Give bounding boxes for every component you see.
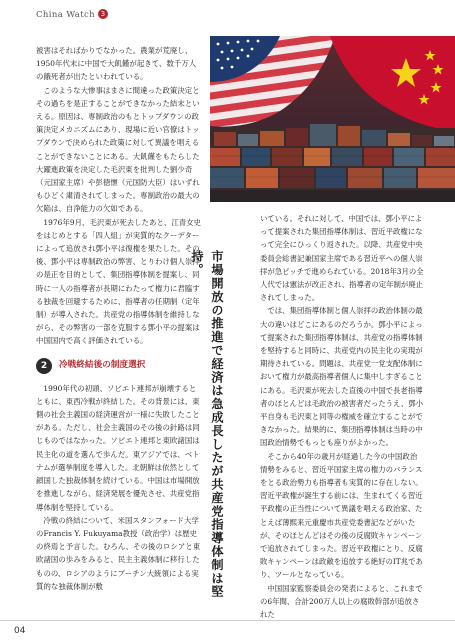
- footer-divider: [0, 620, 455, 621]
- paragraph: 被害はそればかりでなかった。農業が荒廃し、1950年代末に中国で大飢饉が起きて、数千万人の餓死者が出たといわれている。: [36, 46, 197, 82]
- paragraph: そこから40年の歳月が経過した今の中国政治情勢をみると、習近平国家主席の権力のバランスをとる政治勢力も指導者も実質的に存在しない。習近平政権が誕生する前には、生まれてくる習近平政権の正当性について異議を唱える政治家、たとえば薄熙来元重慶市共産党委書記などがいたが、そのほとんどはその後の反腐敗キャンペーンで追放されてしまった。習近平政権にとり、反腐敗キャンペーンは政敵を追放する絶好のIT兆であり、ツールとなっている。: [260, 451, 423, 580]
- left-column: [36, 44, 202, 593]
- paragraph: いている。それに対して、中国では、鄧小平によって提案された集団指導体制は、習近平政権になって完全にひっくり返された。以降、共産党中央委員会総書記兼国家主席である習近平への個人崇拝が急ピッチで進められている。2018年3月の全人代では憲法が改正され、指導者の定年制が廃止されてしまった。: [260, 214, 424, 303]
- header-title-text: China Watch: [36, 10, 96, 20]
- photo-illustration: [210, 36, 455, 202]
- section-title: 冷戦終結後の制度選択: [59, 360, 146, 371]
- vertical-callout: 市場開放の推進で経済は急成長したが共産党指導体制は堅持。: [190, 250, 224, 599]
- header-title: [36, 9, 108, 20]
- section-heading: [36, 358, 202, 374]
- page-number: 04: [14, 626, 26, 636]
- paragraph: 1990年代の初頭、ソビエト連邦が崩壊するとともに、東西冷戦が終結した。その背景には、東側の社会主義国の経済運営が一様に失敗したことがある。ただし、社会主義国のその後の針路は同じものではなかった。ソビエト連邦と東欧諸国は民主化の道を選んで歩んだ。東アジアでは、ベトナムが選挙制度を導入した。北朝鮮は依然として鎖国した独裁体制を続けている。中国は市場開放を推進しながら、経済発展を優先させ、共産党指導体制を堅持している。: [36, 383, 200, 512]
- paragraph: このような大惨事はまさに間違った政策決定とその過ちを是正することができなかった結末といえる。原因は、専制政治のもとトップダウンの政策決定メカニズムにあり、現場に近い官僚はトップダウンで決められた政策に対して異議を唱えることができないことにある。大飢饉をもたらした大躍進政策を決定した毛沢東を批判した劉少奇（元国家主席）や彭徳懐（元国防大臣）はいずれもひどく粛清されてしまった。専制政治の最大の欠陥は、自浄能力の欠如である。: [36, 85, 200, 214]
- page-header: [0, 0, 455, 30]
- paragraph: 1976年9月、毛沢東が死去したあと、江青女史をはじめとする「四人組」が実質的なクーデターによって追放され鄧小平は復権を果たした。その後、鄧小平は専制政治の弊害、とりわけ個人崇拝の是正を目的として、集団指導体制を提案し、同時に一人の指導者が長期にわたって権力に君臨する独裁を回避するために、指導者の任期制（定年制）が導入された。共産党の指導体制を維持しながら、その弊害の一部を克服する鄧小平の提案は中国国内で高く評価されている。: [36, 217, 202, 346]
- shipping-containers: [210, 124, 455, 202]
- flags-over-shipping-containers-photo: [210, 36, 455, 202]
- right-column: [260, 212, 424, 621]
- section-number: 2: [36, 358, 52, 374]
- paragraph: 冷戦の終結について、米国スタンフォード大学のFrancis Y. Fukuyama教授（政治学）は歴史の終焉と予言した。むろん、その後のロシアと東欧諸国の歩みをみると、民主主義体制に移行したものの、ロシアのようにプーチン大統領による実質的な独裁体制が敷: [36, 515, 201, 591]
- header-badge: 3: [98, 9, 108, 19]
- paragraph: 中国国家監察委員会の発表によると、これまでの6年間、合計200万人以上の腐敗幹部が追放された: [260, 583, 423, 620]
- paragraph: では、集団指導体制と個人崇拝の政治体制の最大の違いはどこにあるのだろうか。鄧小平によって提案された集団指導体制は、共産党の指導体制を堅持すると同時に、共産党内の民主化の実現が期待されている。問題は、共産党一党支配体制において権力が最高指導者個人に集中しすぎることにある。毛沢東が死去した直後の中国で長老指導者のほとんどは毛政治の被害者だったうえ、鄧小平自身も毛沢東と同等の権威を確立することができなかった。結果的に、集団指導体制は当時の中国政治情勢でもっとも座りがよかった。: [260, 306, 424, 448]
